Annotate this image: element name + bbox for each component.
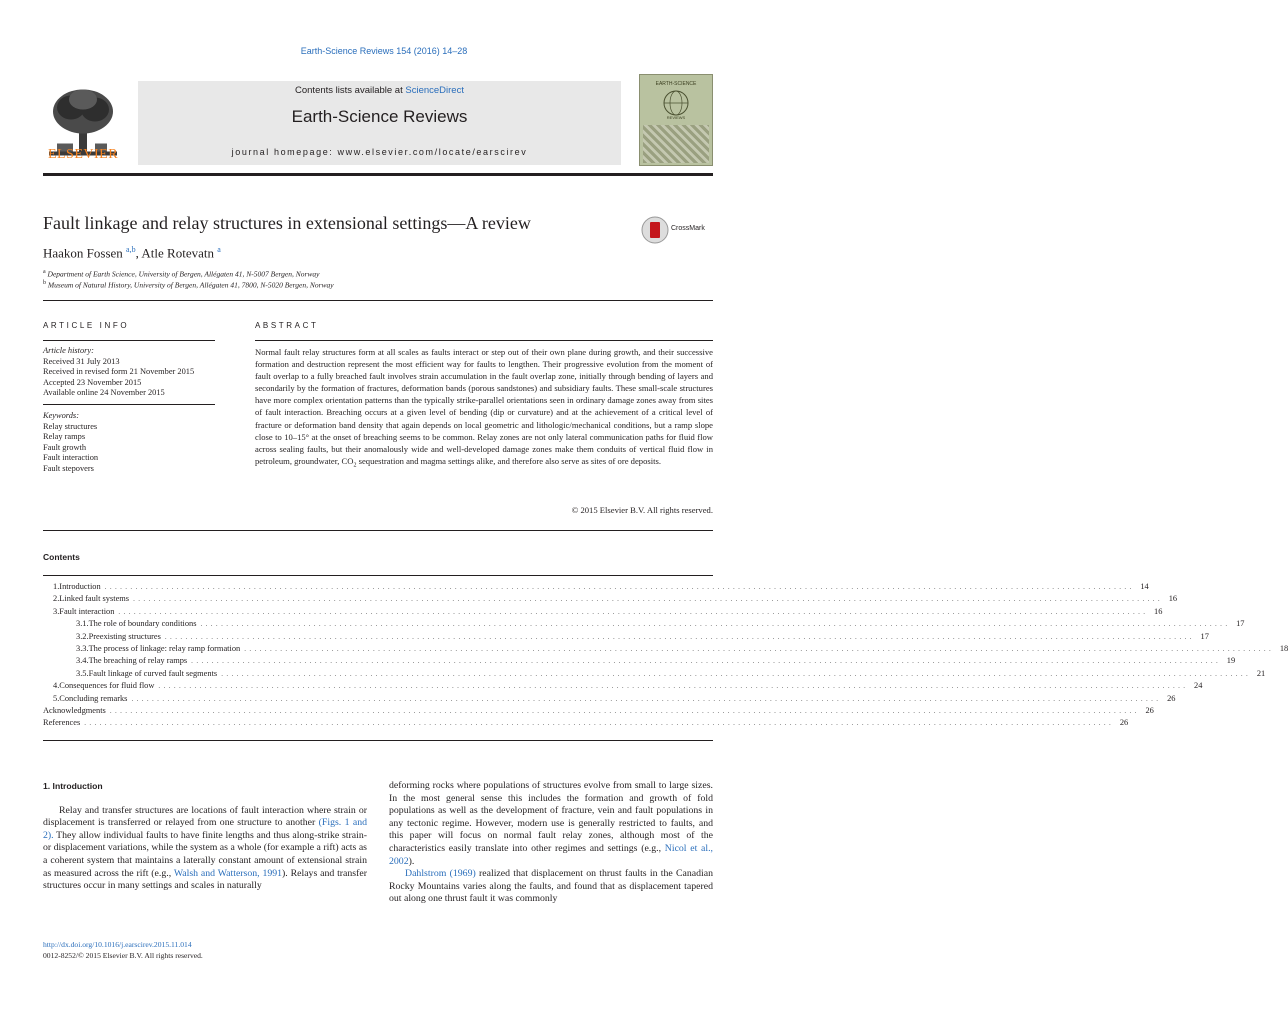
co2-subscript: 2: [353, 462, 357, 469]
toc-entry-page: 26: [1167, 693, 1176, 703]
keyword-item: Relay structures: [43, 421, 98, 431]
toc-leader-dots: ........................................................................................................................................................................................................: [244, 644, 1275, 653]
toc-entry-number: 4.: [53, 681, 60, 691]
toc-entry-page: 26: [1145, 705, 1154, 715]
toc-entry[interactable]: [43, 643, 1288, 656]
abstract-divider: [43, 530, 713, 531]
masthead: [43, 72, 713, 167]
abstract-heading: ABSTRACT: [255, 321, 319, 330]
cover-rock-texture: [643, 125, 709, 163]
toc-entry[interactable]: [43, 705, 1154, 718]
author-rotevatn-affil[interactable]: a: [217, 245, 221, 254]
affiliation-a-text: Department of Earth Science, University of Bergen, Allégaten 41, N-5007 Bergen, Norway: [47, 269, 320, 279]
journal-homepage[interactable]: journal homepage: www.elsevier.com/locate/earscirev: [231, 147, 528, 157]
toc-leader-dots: ........................................................................................................................................................................................................: [118, 607, 1149, 616]
toc-leader-dots: ........................................................................................................................................................................................................: [158, 682, 1189, 691]
keywords-label: Keywords:: [43, 411, 79, 420]
toc-entry[interactable]: [43, 718, 1129, 730]
text-run: deforming rocks where populations of structures evolve from small to large sizes. In the most general sense this includes the formation and growth of fold populations as well as the development of fracture, vein and fault populations in any tectonic regime. However, modern use is generally restricted to faults, and this paper will focus on normal fault relay zones, although most of the characteristics easily translate into other regimes and settings (e.g.,: [389, 780, 713, 854]
keywords-rule: [43, 404, 215, 405]
toc-leader-dots: ........................................................................................................................................................................................................: [191, 657, 1222, 666]
toc-entry-label: Consequences for fluid flow: [59, 681, 155, 691]
history-online: Available online 24 November 2015: [43, 388, 165, 397]
author-rotevatn[interactable]: Atle Rotevatn: [141, 245, 214, 261]
author-fossen-affil[interactable]: a,b: [126, 245, 136, 254]
toc-entry-number: 1.: [53, 582, 60, 591]
affiliation-b-marker: b: [43, 280, 46, 286]
cover-title: EARTH-SCIENCE: [655, 81, 697, 87]
toc-entry-page: 18: [1279, 643, 1288, 653]
toc-entry-page: 17: [1236, 619, 1245, 629]
citation-link-dahlstrom[interactable]: Dahlstrom (1969): [405, 868, 476, 880]
toc-entry[interactable]: [43, 594, 1178, 606]
text-run: They allow individual faults to have finite lengths and thus along-strike strain- or displacement variations, while the system as a whole (for example a rift) acts as a coherent system that maintains a laterally constant amount of extensional strain as measured across the rift (e.g.,: [43, 829, 367, 879]
keyword-item: Fault growth: [43, 442, 87, 452]
toc-entry-label: Linked fault systems: [59, 594, 130, 604]
toc-leader-dots: ........................................................................................................................................................................................................: [164, 632, 1195, 641]
keyword-item: Fault stepovers: [43, 463, 94, 473]
toc-entry-number: 3.: [53, 606, 60, 616]
toc-entry-page: 24: [1194, 681, 1203, 691]
toc-entry-label: Introduction: [59, 582, 101, 591]
affiliation-a: [43, 269, 320, 279]
toc-entry[interactable]: [43, 619, 1245, 631]
body-column-right: [389, 780, 713, 906]
toc-entry-page: 17: [1200, 631, 1209, 641]
text-run: Relay and transfer structures are locations of fault interaction where strain or displacement is transferred or relayed from one structure to another: [43, 804, 367, 829]
contents-available-line: [138, 85, 621, 96]
crossmark-label: CrossMark: [671, 225, 705, 232]
toc-entry[interactable]: [43, 606, 1163, 619]
toc-entry-label: Preexisting structures: [88, 631, 161, 641]
toc-entry-label: The role of boundary conditions: [88, 619, 197, 629]
crossmark-icon: [641, 216, 669, 244]
toc-entry[interactable]: [43, 668, 1266, 681]
crossmark-button[interactable]: [641, 216, 716, 244]
text-run: ). Relays and transfer structures occur in many settings and scales in naturally: [43, 867, 367, 892]
toc-entry-page: 19: [1226, 656, 1236, 666]
toc-entry-number: 3.4.: [76, 656, 89, 666]
section-heading-introduction: 1. Introduction: [43, 781, 103, 791]
sciencedirect-link[interactable]: ScienceDirect: [405, 85, 464, 96]
toc-entry-label: Fault interaction: [59, 606, 115, 616]
toc-leader-dots: ........................................................................................................................................................................................................: [133, 595, 1164, 604]
citation-link-walsh[interactable]: Walsh and Watterson, 1991: [173, 867, 283, 879]
journal-name: Earth-Science Reviews: [291, 107, 468, 126]
toc-entry-page: 16: [1168, 594, 1178, 604]
toc-entry-number: 5.: [53, 693, 60, 703]
toc-leader-dots: ........................................................................................................................................................................................................: [131, 694, 1162, 703]
toc-entry-number: 2.: [53, 594, 60, 604]
keywords: [43, 411, 98, 474]
text-run: realized that displacement on thrust faults in the Canadian Rocky Mountains varies along the faults, and found that as displacement tapered out along one thrust fault it was commonly: [389, 868, 713, 905]
toc-entry-label: Concluding remarks: [59, 693, 128, 703]
toc-entry-number: 3.5.: [76, 668, 89, 678]
toc-leader-dots: ........................................................................................................................................................................................................: [200, 620, 1231, 629]
paper-title: Fault linkage and relay structures in extensional settings—A review: [43, 213, 531, 233]
abstract-copyright: © 2015 Elsevier B.V. All rights reserved.: [571, 505, 713, 515]
toc-entry-page: 21: [1256, 668, 1266, 678]
author-line: [43, 245, 221, 261]
doi-link[interactable]: http://dx.doi.org/10.1016/j.earscirev.2015.11.014: [43, 940, 192, 949]
toc-entry[interactable]: [43, 582, 1149, 594]
page-footer: [43, 940, 203, 961]
toc-entry-page: 14: [1140, 582, 1149, 591]
masthead-rule: [43, 173, 713, 176]
toc-entry-label: The process of linkage: relay ramp formation: [88, 643, 241, 653]
header-divider: [43, 300, 713, 301]
contents-bottom-rule: [43, 740, 713, 741]
toc-entry[interactable]: [43, 693, 1176, 706]
toc-leader-dots: ........................................................................................................................................................................................................: [104, 583, 1135, 591]
keyword-item: Relay ramps: [43, 432, 86, 441]
issn-line: 0012-8252/© 2015 Elsevier B.V. All rights reserved.: [43, 950, 203, 960]
toc-entry[interactable]: [43, 656, 1236, 668]
table-of-contents: [43, 582, 1288, 731]
history-revised: Received in revised form 21 November 2015: [43, 367, 195, 376]
text-run: ).: [408, 855, 415, 867]
keyword-item: Fault interaction: [43, 453, 99, 462]
abstract-text: [255, 346, 713, 472]
abstract-body-end: sequestration and magma settings alike, and therefore also serve as sites of ore deposits.: [356, 455, 661, 466]
affiliation-a-marker: a: [43, 269, 46, 275]
elsevier-wordmark: ELSEVIER: [47, 147, 119, 162]
journal-cover-image[interactable]: [639, 74, 713, 166]
author-fossen[interactable]: Haakon Fossen: [43, 245, 123, 261]
article-info-heading: ARTICLE INFO: [43, 321, 130, 330]
affiliation-b: [43, 280, 334, 290]
toc-leader-dots: ........................................................................................................................................................................................................: [221, 669, 1252, 678]
intro-paragraph-2: [389, 868, 713, 906]
toc-entry-page: 26: [1119, 718, 1129, 728]
figure-ref-link[interactable]: (Figs. 1 and 2).: [43, 817, 367, 841]
cover-subtitle: REVIEWS: [666, 115, 686, 120]
history-received: Received 31 July 2013: [43, 356, 120, 366]
toc-entry[interactable]: [43, 631, 1209, 644]
article-info-rule: [43, 340, 215, 341]
masthead-banner: [138, 81, 621, 165]
body-column-left: [43, 780, 367, 893]
toc-leader-dots: ........................................................................................................................................................................................................: [109, 706, 1140, 715]
history-accepted: Accepted 23 November 2015: [43, 377, 142, 387]
toc-leader-dots: ........................................................................................................................................................................................................: [84, 719, 1115, 728]
abstract-body: Normal fault relay structures form at all scales as faults interact or step out of their own plane during growth, and their successive formation and destruction represent the most efficient way for faults to lengthen. Their progressive evolution from the moment of fault overlap to a fully breached fault involves strain accumulation in the fault overlap zone, initially through bending of layers and secondarily by the formation of fractures, deformation bands (porous sandstones) and subsidiary faults. These small-scale structures have more complex orientation patterns than the typically strike-parallel orientations seen in ordinary damage zones away from sites of fault interaction. Breaching occurs at a given level of bending (dip or curvature) and at the achievement of a critical level of fracture or deformation band density that again depends on local geometric and lithologic/mechanical conditions, but a ramp slope close to 10–15° at the onset of breaching seems to be common. Relay zones are not only lateral communication paths for fluid flow across sealing faults, but their anomalously wide and well-developed damage zones make them conduits of vertical fluid flow in petroleum, groundwater, CO: [255, 347, 713, 466]
toc-entry-label: The breaching of relay ramps: [88, 656, 188, 666]
intro-paragraph-1-cont: [389, 780, 713, 868]
author-separator: ,: [135, 245, 142, 261]
toc-entry-number: 3.3.: [76, 643, 89, 653]
toc-entry-number: 3.1.: [76, 619, 89, 629]
toc-entry[interactable]: [43, 681, 1203, 693]
contents-top-rule: [43, 575, 713, 576]
toc-entry-label: Acknowledgments: [43, 705, 106, 715]
affiliation-b-text: Museum of Natural History, University of Bergen, Allégaten 41, 7800, N-5020 Bergen, Norway: [47, 280, 334, 290]
citation-link-nicol[interactable]: Nicol et al., 2002: [389, 842, 713, 867]
contents-title: Contents: [43, 552, 80, 562]
contents-prefix: Contents lists available at: [295, 85, 406, 96]
toc-entry-label: References: [43, 718, 81, 728]
toc-entry-number: 3.2.: [76, 631, 89, 641]
article-history: [43, 346, 194, 399]
intro-paragraph-1: [43, 805, 367, 893]
abstract-rule: [255, 340, 713, 341]
journal-citation[interactable]: Earth-Science Reviews 154 (2016) 14–28: [300, 46, 468, 56]
history-label: Article history:: [43, 346, 94, 355]
toc-entry-label: Fault linkage of curved fault segments: [88, 668, 218, 678]
toc-entry-page: 16: [1154, 606, 1163, 616]
